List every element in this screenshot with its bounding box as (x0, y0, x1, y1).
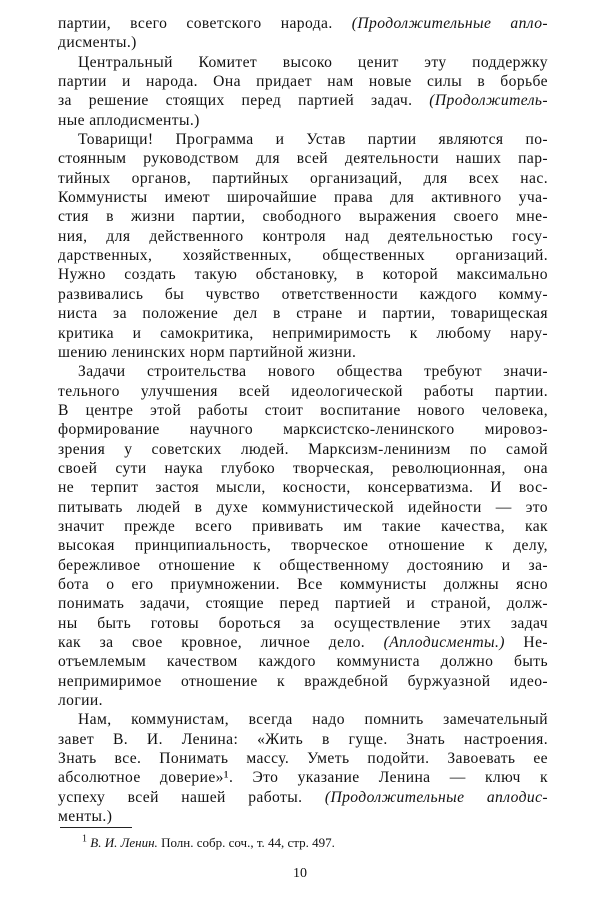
text-line: тельного улучшения всей идеологической работы партии. (58, 382, 548, 400)
text-line: абсолютное доверие»¹. Это указание Ленина — ключ к (58, 769, 548, 787)
text-line: менты.) (58, 808, 113, 826)
footnote-author: В. И. Ленин. (90, 835, 158, 850)
text-line: партии, всего советского народа. (Продолжительные апло- (58, 15, 548, 32)
page-number: 10 (293, 866, 307, 881)
text-line: Нам, коммунистам, всегда надо помнить замечательный (78, 711, 548, 729)
paragraph-1 (58, 14, 548, 53)
text-line: Центральный Комитет высоко ценит эту поддержку (78, 53, 548, 71)
text-line: понимать задачи, стоящие перед партией и страной, долж- (58, 595, 548, 613)
text-line: развивались бы чувство ответственности каждого комму- (58, 285, 548, 303)
text-line: критика и самокритика, непримиримость к любому нару- (58, 324, 548, 342)
text-line: зрения у советских людей. Марксизм-ленинизм по самой (58, 440, 548, 458)
text-line: не терпит застоя мысли, косности, консерватизма. И вос- (58, 479, 548, 497)
text-line: ниста за положение дел в стране и партии, товарищеская (58, 305, 548, 323)
footnote-divider (60, 827, 132, 828)
text-line: Нужно создать такую обстановку, в которой максимально (58, 266, 548, 284)
text-line: питывать людей в духе коммунистической идейности — это (58, 498, 548, 516)
text-line: отъемлемым качеством каждого коммуниста должно быть (58, 653, 548, 671)
text-line: формирование научного марксистско-ленинского мировоз- (58, 421, 548, 439)
text-line: дисменты.) (58, 34, 137, 52)
footnote-text: Полн. собр. соч., т. 44, стр. 497. (161, 835, 335, 850)
text-line: тийных органов, партийных организаций, для всех нас. (58, 169, 548, 187)
text-line: партии и народа. Она придает нам новые силы в борьбе (58, 73, 548, 91)
text-line: ния, для действенного контроля над деятельностью госу- (58, 227, 548, 245)
text-line: своей сути наука глубоко творческая, революционная, она (58, 459, 548, 477)
text-line: бота о его приумножении. Все коммунисты должны ясно (58, 575, 548, 593)
text-line: высокая принципиальность, творческое отношение к делу, (58, 537, 548, 555)
text-line: Знать все. Понимать массу. Уметь подойти. Завоевать ее (58, 750, 548, 768)
text-line: значит прежде всего прививать им такие качества, как (58, 517, 548, 535)
text-line: Товарищи! Программа и Устав партии являются по- (78, 131, 548, 149)
text-line: Задачи строительства нового общества требуют значи- (78, 363, 548, 381)
text-line: успеху всей нашей работы. (Продолжительные аплодис- (58, 788, 548, 806)
paragraph-2 (58, 53, 548, 130)
text-line: дарственных, хозяйственных, общественных организаций. (58, 247, 548, 265)
text-line: завет В. И. Ленина: «Жить в гуще. Знать настроения. (58, 730, 548, 748)
footnote-marker: 1 (82, 833, 87, 845)
footnote (82, 834, 335, 851)
page-body (58, 14, 548, 826)
text-line: за решение стоящих перед партией задач. (Продолжитель- (58, 92, 548, 110)
text-line: Коммунисты имеют широчайшие права для активного уча- (58, 189, 548, 207)
text-line: стоянным руководством для всей деятельности наших пар- (58, 150, 548, 168)
paragraph-4 (58, 362, 548, 710)
text-line: стия в жизни партии, свободного выражения своего мне- (58, 208, 548, 226)
text-line: бережливое отношение к общественному достоянию и за- (58, 556, 548, 574)
text-line: непримиримое отношение к враждебной буржуазной идео- (58, 672, 548, 690)
paragraph-5 (58, 710, 548, 826)
paragraph-3 (58, 130, 548, 362)
text-line: как за свое кровное, личное дело. (Аплодисменты.) Не- (58, 634, 548, 651)
text-line: ные аплодисменты.) (58, 111, 200, 129)
text-line: логии. (58, 692, 103, 710)
text-line: ны быть готовы бороться за осуществление этих задач (58, 614, 548, 632)
text-line: шению ленинских норм партийной жизни. (58, 343, 357, 361)
text-line: В центре этой работы стоит воспитание нового человека, (58, 401, 548, 419)
